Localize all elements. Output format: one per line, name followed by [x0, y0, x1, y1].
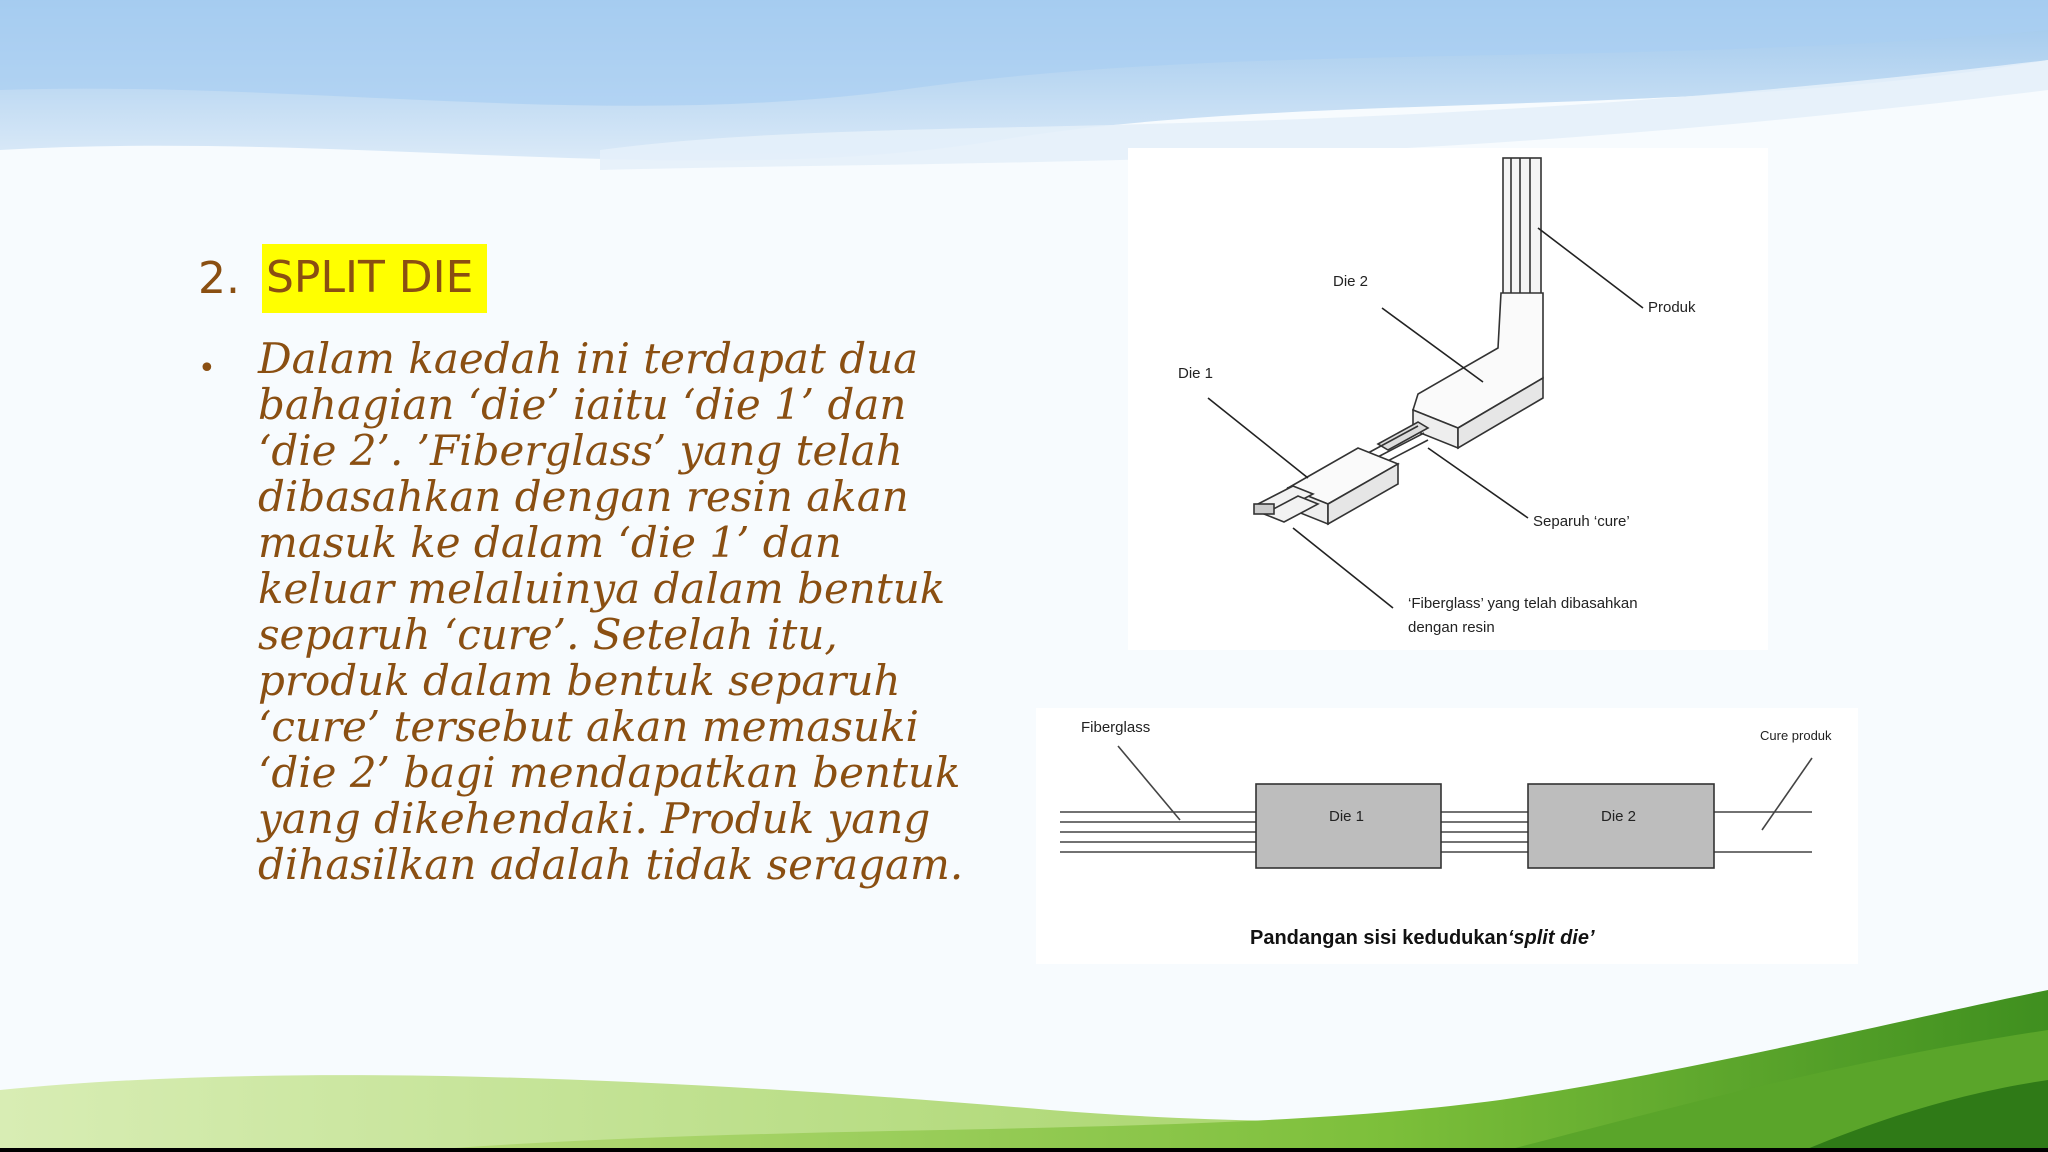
label-fiberglass-wet: ‘Fiberglass’ yang telah dibasahkan [1408, 595, 1638, 612]
bullet-line: bahagian ‘die’ iaitu ‘die 1’ dan [258, 380, 907, 429]
split-die-side-view-figure [1036, 708, 1858, 964]
caption-prefix: Pandangan sisi kedudukan [1250, 927, 1508, 949]
bullet-line: ‘cure’ tersebut akan memasuki [258, 702, 919, 751]
bullet-line: produk dalam bentuk separuh [258, 656, 901, 705]
die-2-block [1528, 784, 1714, 868]
side-view-caption [1250, 927, 1595, 949]
slide-heading [198, 244, 487, 313]
label-die-2-side: Die 2 [1601, 808, 1637, 825]
caption-italic: ‘split die’ [1507, 927, 1595, 949]
isometric-diagram [1128, 148, 1768, 650]
side-view-diagram [1036, 708, 1858, 964]
bullet-line: ‘die 2’. ’Fiberglass’ yang telah [258, 426, 903, 475]
label-fiberglass-wet-2: dengan resin [1408, 619, 1495, 636]
die-1-block [1256, 784, 1441, 868]
bullet-line: masuk ke dalam ‘die 1’ dan [258, 518, 842, 567]
label-separuh-cure: Separuh ‘cure’ [1533, 513, 1630, 530]
bullet-line: dihasilkan adalah tidak seragam. [258, 840, 964, 889]
bullet-paragraph [198, 336, 998, 888]
heading-number: 2. [198, 253, 240, 304]
bullet-line: Dalam kaedah ini terdapat dua [258, 334, 919, 383]
label-die-1: Die 1 [1178, 365, 1214, 382]
bullet-line: yang dikehendaki. Produk yang [258, 794, 931, 843]
heading-title: SPLIT DIE [262, 244, 487, 313]
label-produk: Produk [1648, 299, 1696, 316]
bullet-line: separuh ‘cure’. Setelah itu, [258, 610, 838, 659]
split-die-isometric-figure [1128, 148, 1768, 650]
label-fiberglass: Fiberglass [1081, 719, 1151, 736]
bullet-dot-icon: • [198, 351, 216, 386]
label-cure-produk: Cure produk [1760, 728, 1832, 743]
label-die-1-side: Die 1 [1329, 808, 1365, 825]
bullet-line: ‘die 2’ bagi mendapatkan bentuk [258, 748, 961, 797]
bullet-line: keluar melaluinya dalam bentuk [258, 564, 946, 613]
label-die-2: Die 2 [1333, 273, 1369, 290]
bullet-line: dibasahkan dengan resin akan [258, 472, 909, 521]
